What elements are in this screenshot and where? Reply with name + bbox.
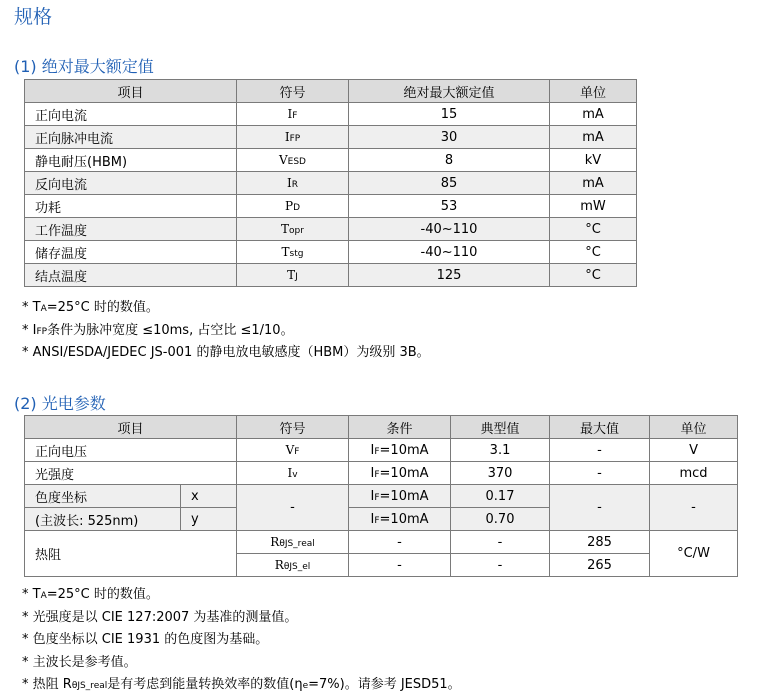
row-max: 285: [550, 531, 650, 554]
row-typical: 0.70: [451, 508, 550, 531]
row-symbol: -: [237, 485, 349, 531]
row-condition: IF=10mA: [349, 439, 451, 462]
abs-max-heading: (1) 绝对最大额定值: [14, 57, 154, 76]
row-typical: 0.17: [451, 485, 550, 508]
page-title: 规格: [14, 6, 53, 28]
row-typical: 3.1: [451, 439, 550, 462]
abs-max-header-row: [25, 80, 637, 103]
row-item: 正向电流: [25, 103, 237, 126]
row-unit: -: [650, 485, 738, 531]
row-value: 15: [349, 103, 550, 126]
row-max: -: [550, 462, 650, 485]
row-symbol: TJ: [237, 264, 349, 287]
note-item: * IFP条件为脉冲宽度 ≤10ms, 占空比 ≤1/10。: [22, 322, 294, 338]
row-typical: -: [451, 531, 550, 554]
table-row: [25, 103, 637, 126]
row-max: -: [550, 439, 650, 462]
optical-notes: [22, 584, 461, 697]
row-condition: -: [349, 554, 451, 577]
row-typical: 370: [451, 462, 550, 485]
row-symbol: IF: [237, 103, 349, 126]
table-row: [25, 195, 637, 218]
row-symbol: RθJS_real: [237, 531, 349, 554]
row-symbol: IR: [237, 172, 349, 195]
row-unit: °C/W: [650, 531, 738, 577]
row-item: 储存温度: [25, 241, 237, 264]
row-subitem: x: [181, 485, 237, 508]
table-row: [25, 172, 637, 195]
header-typical: 典型值: [451, 416, 550, 439]
row-value: -40~110: [349, 218, 550, 241]
abs-max-table: [24, 79, 637, 287]
header-unit: 单位: [550, 80, 637, 103]
header-unit: 单位: [650, 416, 738, 439]
row-max: -: [550, 485, 650, 531]
header-item: 项目: [25, 80, 237, 103]
row-symbol: VESD: [237, 149, 349, 172]
table-row: [25, 218, 637, 241]
row-item: 色度坐标: [25, 485, 181, 508]
note-item: * ANSI/ESDA/JEDEC JS-001 的静电放电敏感度（HBM）为级别 3B。: [22, 345, 430, 360]
row-item: 功耗: [25, 195, 237, 218]
row-symbol: Tstg: [237, 241, 349, 264]
row-unit: °C: [550, 264, 637, 287]
row-item: 热阻: [25, 531, 237, 577]
row-item: 正向脉冲电流: [25, 126, 237, 149]
row-value: 85: [349, 172, 550, 195]
row-value: 8: [349, 149, 550, 172]
row-symbol: Topr: [237, 218, 349, 241]
optical-heading: (2) 光电参数: [14, 394, 106, 413]
table-row: [25, 149, 637, 172]
note-item: * TA=25°C 时的数值。: [22, 300, 159, 315]
table-row: [25, 531, 738, 554]
row-value: 30: [349, 126, 550, 149]
table-row: [25, 439, 738, 462]
row-condition: IF=10mA: [349, 508, 451, 531]
row-unit: V: [650, 439, 738, 462]
row-condition: -: [349, 531, 451, 554]
row-symbol: RθJS_el: [237, 554, 349, 577]
header-rating: 绝对最大额定值: [349, 80, 550, 103]
row-unit: mcd: [650, 462, 738, 485]
row-item: 结点温度: [25, 264, 237, 287]
header-item: 项目: [25, 416, 237, 439]
row-unit: mA: [550, 126, 637, 149]
row-unit: mA: [550, 172, 637, 195]
row-item: 工作温度: [25, 218, 237, 241]
row-unit: °C: [550, 218, 637, 241]
row-symbol: PD: [237, 195, 349, 218]
table-row: [25, 126, 637, 149]
row-condition: IF=10mA: [349, 485, 451, 508]
row-item: (主波长: 525nm): [25, 508, 181, 531]
row-value: 125: [349, 264, 550, 287]
table-row: [25, 264, 637, 287]
row-item: 静电耐压(HBM): [25, 149, 237, 172]
header-condition: 条件: [349, 416, 451, 439]
row-value: 53: [349, 195, 550, 218]
row-condition: IF=10mA: [349, 462, 451, 485]
header-symbol: 符号: [237, 80, 349, 103]
table-row: [25, 485, 738, 508]
row-item: 正向电压: [25, 439, 237, 462]
row-subitem: y: [181, 508, 237, 531]
note-item: * 色度坐标以 CIE 1931 的色度图为基础。: [22, 632, 269, 647]
note-item: * TA=25°C 时的数值。: [22, 587, 159, 602]
row-unit: °C: [550, 241, 637, 264]
note-item: * 主波长是参考值。: [22, 654, 137, 670]
row-max: 265: [550, 554, 650, 577]
row-value: -40~110: [349, 241, 550, 264]
row-unit: mW: [550, 195, 637, 218]
optical-table: [24, 415, 738, 577]
row-unit: mA: [550, 103, 637, 126]
table-row: [25, 241, 637, 264]
note-item: * 热阻 RθJS_real是有考虑到能量转换效率的数值(ηe=7%)。请参考 JESD51。: [22, 677, 461, 692]
row-typical: -: [451, 554, 550, 577]
row-unit: kV: [550, 149, 637, 172]
table-row: [25, 462, 738, 485]
row-item: 光强度: [25, 462, 237, 485]
row-symbol: VF: [237, 439, 349, 462]
row-symbol: Iv: [237, 462, 349, 485]
optical-header-row: [25, 416, 738, 439]
row-item: 反向电流: [25, 172, 237, 195]
note-item: * 光强度是以 CIE 127:2007 为基准的测量值。: [22, 609, 298, 625]
row-symbol: IFP: [237, 126, 349, 149]
abs-max-notes: [22, 297, 430, 365]
header-symbol: 符号: [237, 416, 349, 439]
header-max: 最大值: [550, 416, 650, 439]
